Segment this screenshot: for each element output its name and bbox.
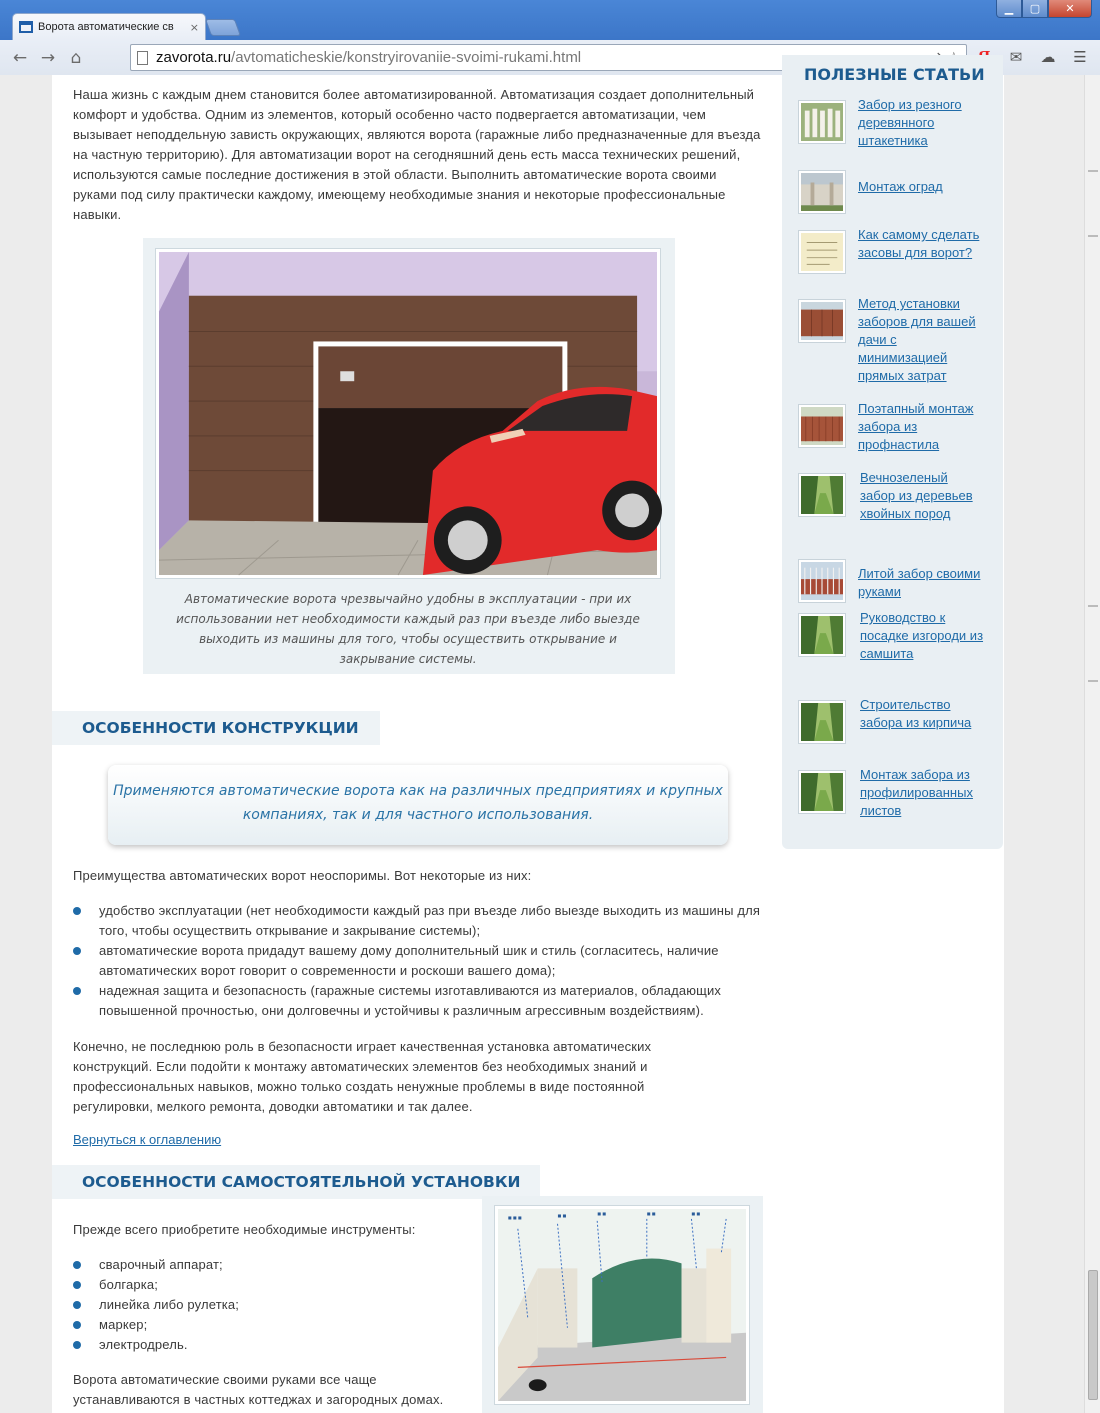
svg-text:■ ■: ■ ■	[557, 1212, 567, 1218]
tab-title: Ворота автоматические св	[38, 21, 174, 33]
section-heading-installation	[52, 1165, 540, 1199]
sidebar-useful-articles	[782, 55, 1003, 849]
scroll-marker	[1088, 605, 1098, 607]
gate-diagram-image	[498, 1209, 746, 1401]
bullet-icon	[73, 1261, 81, 1269]
tools-list	[73, 1255, 453, 1355]
forward-button[interactable]: →	[40, 47, 56, 68]
gate-diagram	[494, 1205, 750, 1405]
hedge-thumb[interactable]	[798, 473, 846, 517]
sidebar-item-link[interactable]: Метод установки заборов для вашей дачи с минимизацией прямых затрат	[858, 296, 976, 383]
bullet-icon	[73, 1301, 81, 1309]
brown-fence-thumb[interactable]	[798, 299, 846, 343]
svg-text:■ ■ ■: ■ ■ ■	[507, 1214, 522, 1220]
intro-paragraph: Наша жизнь с каждым днем становится более автоматизированной. Автоматизация создает дополнительный комфорт и удобства. Одним из элементов, который особенно часто подвергается автоматизации, чем вызывает неподдельную зависть окружающих, являются ворота (гаражные либо предназначенные для въезда на частную территорию). Для автоматизации ворот на сегодняшний день есть масса технических решений, используются самые последние достижения в этой области. Выполнить автоматические ворота своими руками под силу практически каждому, имеющему необходимые знания и некоторые профессиональные навыки.	[73, 87, 761, 222]
sidebar-item-link[interactable]: Монтаж оград	[858, 179, 943, 194]
new-tab-button[interactable]	[205, 19, 241, 36]
sidebar-item-link[interactable]: Как самому сделать засовы для ворот?	[858, 227, 980, 260]
list-item: маркер;	[73, 1315, 453, 1335]
url-host: zavorota.ru	[156, 49, 232, 66]
stone-fence-thumb[interactable]	[798, 170, 846, 214]
menu-icon[interactable]: ☰	[1073, 48, 1087, 66]
sidebar-title: ПОЛЕЗНЫЕ СТАТЬИ	[804, 65, 985, 84]
minimize-button[interactable]: ▁	[996, 0, 1022, 18]
list-item: сварочный аппарат;	[73, 1255, 453, 1275]
latch-drawing-thumb[interactable]	[798, 230, 846, 274]
page-scrollbar[interactable]	[1084, 75, 1100, 1413]
page-container	[52, 65, 1004, 1413]
list-item: линейка либо рулетка;	[73, 1295, 453, 1315]
sidebar-item-link[interactable]: Вечнозеленый забор из деревьев хвойных пород	[860, 470, 973, 521]
favicon-icon	[19, 21, 33, 33]
url-path: /avtomaticheskie/konstryirovaniie-svoimi-rukami.html	[231, 49, 582, 66]
back-button[interactable]: ←	[12, 47, 28, 68]
quote-text: Применяются автоматические ворота как на различных предприятиях и крупных компаниях, так и для частного использования.	[113, 783, 723, 823]
closing-paragraph: Ворота автоматические своими руками все чаще устанавливаются в частных коттеджах и загородных домах.	[73, 1372, 444, 1407]
sidebar-item-link[interactable]: Монтаж забора из профилированных листов	[860, 767, 973, 818]
back-to-contents-link[interactable]: Вернуться к оглавлению	[73, 1132, 222, 1147]
mail-icon[interactable]: ✉	[1009, 48, 1023, 66]
browser-tab[interactable]	[12, 13, 206, 40]
advantages-intro: Преимущества автоматических ворот неоспоримы. Вот некоторые из них:	[73, 868, 532, 883]
sidebar-item-link[interactable]: Руководство к посадке изгороди из самшита	[860, 610, 984, 661]
close-tab-icon[interactable]: ×	[189, 20, 199, 34]
svg-text:■ ■: ■ ■	[597, 1210, 606, 1216]
scroll-marker	[1088, 235, 1098, 237]
list-item: автоматические ворота придадут вашему дому дополнительный шик и стиль (согласитесь, наличие автоматических ворот говорит о современности и роскоши вашего дома);	[73, 941, 763, 981]
list-item: удобство эксплуатации (нет необходимости каждый раз при въезде либо выезде выходить из машины для того, чтобы осуществить открывание и закрывание системы);	[73, 901, 763, 941]
scrollbar-thumb[interactable]	[1088, 1270, 1098, 1400]
heading-installation-text: ОСОБЕННОСТИ САМОСТОЯТЕЛЬНОЙ УСТАНОВКИ	[82, 1173, 521, 1191]
close-window-button[interactable]: ✕	[1048, 0, 1092, 18]
bullet-icon	[73, 947, 81, 955]
window-controls	[996, 0, 1092, 18]
page-icon	[137, 51, 148, 65]
advantages-list	[73, 901, 763, 1021]
svg-text:■ ■: ■ ■	[646, 1210, 656, 1216]
quote-box	[108, 765, 728, 845]
garage-figure	[143, 238, 675, 674]
maximize-button[interactable]: ▢	[1022, 0, 1048, 18]
gate-diagram-figure	[482, 1196, 763, 1413]
svg-text:■ ■: ■ ■	[691, 1210, 701, 1216]
heading-construction-text: ОСОБЕННОСТИ КОНСТРУКЦИИ	[82, 719, 359, 737]
hedge-thumb[interactable]	[798, 770, 846, 814]
cloud-extension-icon[interactable]: ☁	[1040, 48, 1056, 66]
scroll-marker	[1088, 170, 1098, 172]
tools-intro: Прежде всего приобретите необходимые инструменты:	[73, 1222, 416, 1237]
section-heading-construction	[52, 711, 380, 745]
hedge-thumb[interactable]	[798, 700, 846, 744]
bullet-icon	[73, 987, 81, 995]
sidebar-item-link[interactable]: Строительство забора из кирпича	[860, 697, 972, 730]
title-bar	[0, 0, 1100, 40]
list-item: электродрель.	[73, 1335, 453, 1355]
picket-fence-thumb[interactable]	[798, 100, 846, 144]
garage-photo	[155, 248, 661, 579]
sidebar-item-link[interactable]: Поэтапный монтаж забора из профнастила	[858, 401, 974, 452]
garage-car-image	[159, 252, 657, 575]
list-item: болгарка;	[73, 1275, 453, 1295]
home-button[interactable]: ⌂	[70, 47, 82, 68]
safety-paragraph: Конечно, не последнюю роль в безопасности играет качественная установка автоматических конструкций. Если подойти к монтажу автоматических элементов без необходимых знаний и профессиональных навыков, можно только создать ненужные проблемы в виде постоянной регулировки, мелкого ремонта, доводки автоматики и так далее.	[73, 1039, 652, 1114]
garage-caption: Автоматические ворота чрезвычайно удобны в эксплуатации - при их использовании нет необходимости каждый раз при въезде либо выезде выходить из машины для того, чтобы осуществить открывание и закрывание системы.	[176, 592, 640, 666]
bullet-icon	[73, 1321, 81, 1329]
page-viewport	[0, 65, 1084, 1413]
bullet-icon	[73, 1341, 81, 1349]
sidebar-item-link[interactable]: Литой забор своими руками	[858, 566, 981, 599]
scroll-marker	[1088, 680, 1098, 682]
cast-fence-thumb[interactable]	[798, 559, 846, 603]
hedge-thumb[interactable]	[798, 613, 846, 657]
sidebar-item-link[interactable]: Забор из резного деревянного штакетника	[858, 97, 962, 148]
bullet-icon	[73, 1281, 81, 1289]
bullet-icon	[73, 907, 81, 915]
list-item: надежная защита и безопасность (гаражные системы изготавливаются из материалов, обладающих повышенной прочностью, они долговечны и устойчивы к различным агрессивным воздействиям).	[73, 981, 763, 1021]
profnastil-fence-thumb[interactable]	[798, 404, 846, 448]
